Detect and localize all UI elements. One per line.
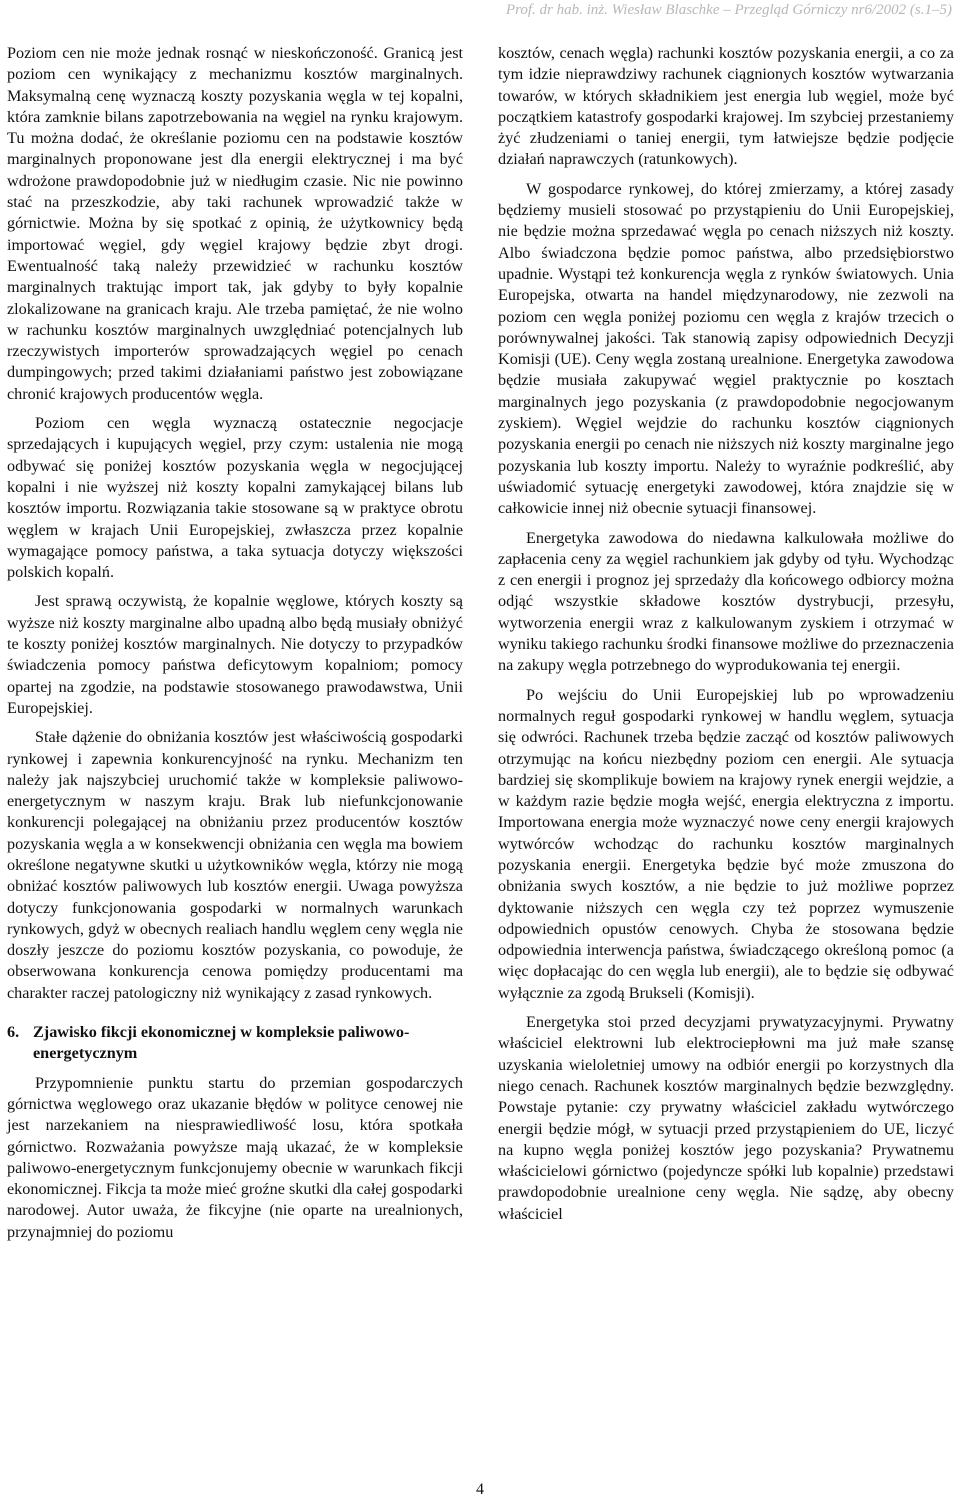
paragraph: Po wejściu do Unii Europejskiej lub po wprowadzeniu normalnych reguł gospodarki rynkowej w handlu węglem, sytuacja się odwróci. Rachunek trzeba będzie zacząć od kosztów paliwowych otrzymując na końcu niezbędny poziom cen energii. Ale sytuacja bardziej się skomplikuje bowiem na krajowy rynek energii wejdzie, a w każdym razie będzie mogła wejść, energia elektryczna z importu. Importowana energia może wyznaczyć nowe ceny energii krajowych wytwórców wchodząc do rachunku kosztów marginalnych pozyskania energii. Energetyka będzie być może zmuszona do obniżania swych kosztów, a nie będzie to już możliwe poprzez dyktowanie niższych cen węgla czy też poprzez wymuszenie odpowiednich opustów cenowych. Chyba że stosowana będzie odpowiednia interwencja państwa, świadczącego określoną pomoc (a więc dopłacając do cen węgla lub energii), ale to będzie się odbywać wyłącznie za zgodą Brukseli (Komisji). [498, 685, 954, 1002]
paragraph: W gospodarce rynkowej, do której zmierzamy, a której zasady będziemy musieli stosować po przystąpieniu do Unii Europejskiej, nie będzie można sprzedawać węgla po cenach niższych niż koszty. Albo świadczona będzie pomoc państwa, albo przedsiębiorstwo upadnie. Wystąpi też konkurencja węgla z rynków światowych. Unia Europejska, otwarta na handel międzynarodowy, nie zezwoli na poziom cen węgla poniżej poziomu cen węgla z krajów trzecich o porównywalnej jakości. Tak stanowią zapisy odpowiednich Decyzji Komisji (UE). Ceny węgla zostaną urealnione. Energetyka zawodowa będzie musiała zakupywać węgiel praktycznie po kosztach marginalnych jego pozyskania (z prawdopodobnie negocjowanym zyskiem). Węgiel wejdzie do rachunku kosztów ciągnionych pozyskania energii po cenach nie niższych niż koszty marginalne jego pozyskania lub koszty importu. Należy to wyraźnie podkreślić, aby uświadomić sytuację energetyki zawodowej, która znajdzie się w całkowicie innej niż obecnie sytuacji finansowej. [498, 179, 954, 518]
paragraph: Poziom cen nie może jednak rosnąć w nieskończoność. Granicą jest poziom cen wynikający z mechanizmu kosztów marginalnych. Maksymalną cenę wyznaczą koszty pozyskania węgla w tej kopalni, która zamknie bilans zapotrzebowania na węgiel na rynku krajowym. Tu można dodać, że określanie poziomu cen na podstawie kosztów marginalnych proponowane jest dla energii elektrycznej i ma być wdrożone prawdopodobnie już w niedługim czasie. Nic nie powinno stać na przeszkodzie, aby taki rachunek wprowadzić także w górnictwie. Można by się spotkać z opinią, że użytkownicy będą importować węgiel, gdy węgiel krajowy będzie zbyt drogi. Ewentualność taką należy przewidzieć w rachunku kosztów marginalnych traktując import tak, jak gdyby to były kopalnie zlokalizowane na granicach kraju. Ale trzeba pamiętać, że nie wolno w rachunku kosztów marginalnych uwzględniać potencjalnych lub rzeczywistych importerów sprowadzających węgiel po cenach dumpingowych; przed takimi działaniami państwo jest zobowiązane chronić krajowych producentów węgla. [7, 44, 463, 403]
right-column [498, 43, 954, 1225]
paragraph: Energetyka zawodowa do niedawna kalkulowała możliwe do zapłacenia ceny za węgiel rachunkiem jak gdyby od tyłu. Wychodząc z cen energii i prognoz jej sprzedaży dla końcowego odbiorcy można odjąć wszystkie składowe kosztów dystrybucji, przesyłu, wytworzenia energii wraz z kalkulowanym zyskiem i otrzymać w wyniku takiego rachunku środki finansowe możliwe do przeznaczenia na zakupy węgla potrzebnego do wyprodukowania tej energii. [498, 528, 954, 675]
paragraph: Energetyka stoi przed decyzjami prywatyzacyjnymi. Prywatny właściciel elektrowni lub elektrociepłowni ma już małe szansę uzyskania wieloletniej umowy na odbiór energii po korzystnych dla niego cenach. Rachunek kosztów marginalnych będzie bezwzględny. Powstaje pytanie: czy prywatny właściciel zakładu wytwórczego energii będzie mógł, w sytuacji przed przystąpieniem do UE, liczyć na kupno węgla poniżej kosztów jego pozyskania? Prywatnemu właścicielowi górnictwo (pojedyncze spółki lub kopalnie) przedstawi prawdopodobnie urealnione ceny węgla. Nie sądzę, aby obecny właściciel [498, 1013, 954, 1223]
section-title: Zjawisko fikcji ekonomicznej w kompleksie paliwowo-energetycznym [33, 1023, 410, 1063]
section-heading [7, 1022, 463, 1065]
left-column [7, 43, 463, 1243]
paragraph: Poziom cen węgla wyznaczą ostatecznie negocjacje sprzedających i kupujących węgiel, przy czym: ustalenia nie mogą odbywać się poniżej kosztów pozyskania węgla w negocjującej kopalni i nie wyższej niż koszty kopalni zamykającej bilans lub kosztów importu. Rozwiązania takie stosowane są w praktyce obrotu węglem w krajach Unii Europejskiej, zwłaszcza przez kopalnie wymagające pomocy państwa, a taka sytuacja dotyczy większości polskich kopalń. [7, 414, 463, 582]
paragraph: Stałe dążenie do obniżania kosztów jest właściwością gospodarki rynkowej i zapewnia konkurencyjność na rynku. Mechanizm ten należy jak najszybciej uruchomić także w kompleksie paliwowo-energetycznym w naszym kraju. Brak lub niefunkcjonowanie konkurencji polegającej na obniżaniu przez producentów kosztów pozyskania węgla a w konsekwencji obniżania cen węgla ma bowiem określone negatywne skutki u użytkowników węgla, którzy nie mogą obniżać kosztów paliwowych lub kosztów energii. Uwaga powyższa dotyczy funkcjonowania gospodarki w normalnych warunkach rynkowych, gdyż w obecnych realiach handlu węglem ceny węgla nie doszły jeszcze do poziomu kosztów pozyskania, co powoduje, że obserwowana konkurencja cenowa pomiędzy producentami ma charakter raczej patologiczny niż wynikający z zasad rynkowych. [7, 728, 463, 1002]
page-number: 4 [476, 1481, 484, 1498]
paragraph: Jest sprawą oczywistą, że kopalnie węglowe, których koszty są wyższe niż koszty marginalne albo upadną albo będą musiały obniżyć te koszty poniżej kosztów marginalnych. Nie dotyczy to przypadków świadczenia pomocy państwa deficytowym kopalniom; pomocy opartej na zgodzie, na podstawie stosowanego prawodawstwa, Unii Europejskiej. [7, 592, 463, 717]
running-header: Prof. dr hab. inż. Wiesław Blaschke – Przegląd Górniczy nr6/2002 (s.1–5) [505, 2, 952, 18]
section-number: 6. [7, 1023, 20, 1042]
paragraph: kosztów, cenach węgla) rachunki kosztów pozyskania energii, a co za tym idzie nieprawdziwy rachunek ciągnionych kosztów wytwarzania towarów, w których składnikiem jest energia lub węgiel, może być początkiem katastrofy gospodarki krajowej. Im szybciej przestaniemy żyć złudzeniami o taniej energii, tym łatwiejsze będzie podjęcie działań naprawczych (ratunkowych). [498, 44, 954, 169]
paragraph: Przypomnienie punktu startu do przemian gospodarczych górnictwa węglowego oraz ukazanie błędów w polityce cenowej nie jest narzekaniem na niesprawiedliwość losu, która spotkała górnictwo. Rozważania powyższe mają ukazać, że w kompleksie paliwowo-energetycznym funkcjonujemy obecnie w warunkach fikcji ekonomicznej. Fikcja ta może mieć groźne skutki dla całej gospodarki narodowej. Autor uważa, że fikcyjne (nie oparte na urealnionych, przynajmniej do poziomu [7, 1073, 463, 1241]
